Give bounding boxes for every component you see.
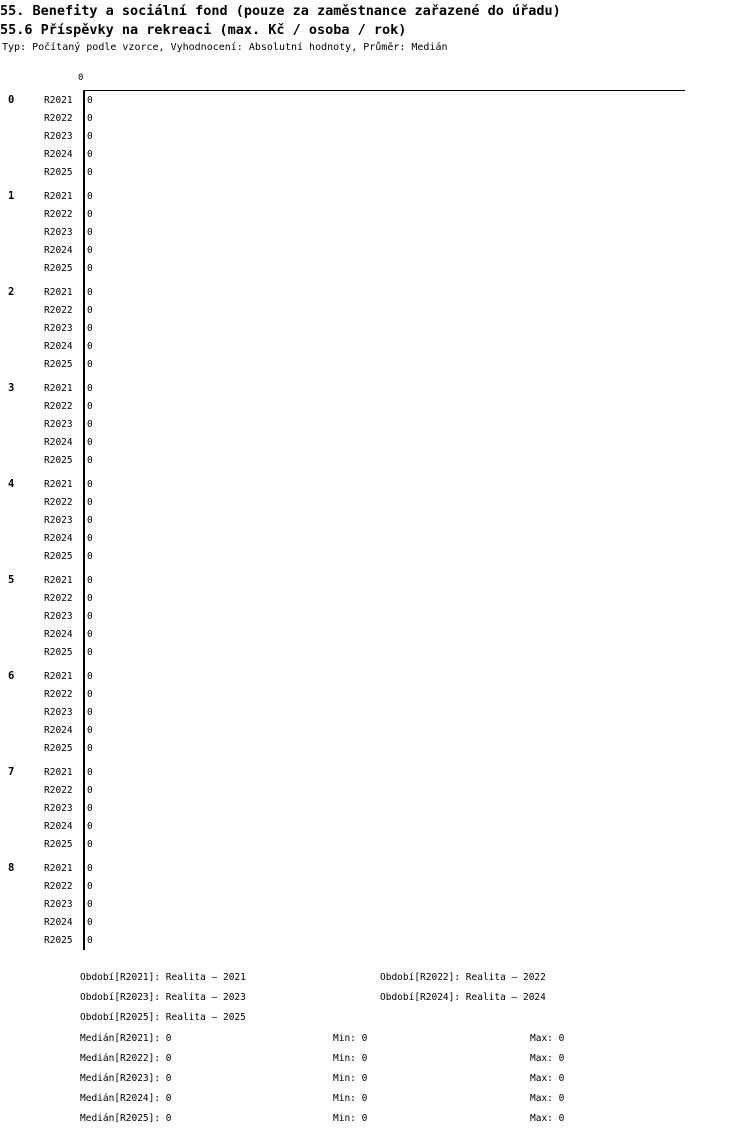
row-value-label: 0 xyxy=(87,575,93,586)
row-period-label: R2021 xyxy=(44,95,73,106)
stat-max: Max: 0 xyxy=(530,1093,565,1104)
row-value-label: 0 xyxy=(87,341,93,352)
row-value-label: 0 xyxy=(87,863,93,874)
row-value-label: 0 xyxy=(87,95,93,106)
group-label: 7 xyxy=(8,766,15,778)
row-period-label: R2025 xyxy=(44,167,73,178)
row-value-label: 0 xyxy=(87,689,93,700)
group-label: 5 xyxy=(8,574,15,586)
row-period-label: R2023 xyxy=(44,323,73,334)
row-value-label: 0 xyxy=(87,287,93,298)
chart-meta-line: Typ: Počítaný podle vzorce, Vyhodnocení: Absolutní hodnoty, Průměr: Medián xyxy=(2,42,448,53)
row-value-label: 0 xyxy=(87,401,93,412)
row-period-label: R2024 xyxy=(44,149,73,160)
row-period-label: R2023 xyxy=(44,227,73,238)
row-period-label: R2025 xyxy=(44,743,73,754)
row-period-label: R2024 xyxy=(44,437,73,448)
row-period-label: R2021 xyxy=(44,287,73,298)
stat-max: Max: 0 xyxy=(530,1113,565,1124)
row-period-label: R2023 xyxy=(44,899,73,910)
row-period-label: R2022 xyxy=(44,593,73,604)
row-value-label: 0 xyxy=(87,647,93,658)
row-period-label: R2025 xyxy=(44,455,73,466)
row-period-label: R2025 xyxy=(44,263,73,274)
stat-max: Max: 0 xyxy=(530,1053,565,1064)
legend-item: Období[R2021]: Realita – 2021 xyxy=(80,972,246,983)
row-value-label: 0 xyxy=(87,881,93,892)
legend-item: Období[R2022]: Realita – 2022 xyxy=(380,972,546,983)
row-period-label: R2025 xyxy=(44,551,73,562)
stat-median: Medián[R2024]: 0 xyxy=(80,1093,172,1104)
stat-min: Min: 0 xyxy=(333,1033,368,1044)
row-period-label: R2022 xyxy=(44,497,73,508)
row-period-label: R2024 xyxy=(44,821,73,832)
row-period-label: R2023 xyxy=(44,419,73,430)
row-value-label: 0 xyxy=(87,191,93,202)
row-value-label: 0 xyxy=(87,359,93,370)
row-period-label: R2023 xyxy=(44,131,73,142)
stat-median: Medián[R2022]: 0 xyxy=(80,1053,172,1064)
row-period-label: R2022 xyxy=(44,785,73,796)
row-value-label: 0 xyxy=(87,767,93,778)
legend-item: Období[R2023]: Realita – 2023 xyxy=(80,992,246,1003)
row-value-label: 0 xyxy=(87,743,93,754)
stat-median: Medián[R2025]: 0 xyxy=(80,1113,172,1124)
row-period-label: R2021 xyxy=(44,191,73,202)
row-period-label: R2021 xyxy=(44,671,73,682)
stat-min: Min: 0 xyxy=(333,1113,368,1124)
row-value-label: 0 xyxy=(87,227,93,238)
row-period-label: R2021 xyxy=(44,575,73,586)
stat-max: Max: 0 xyxy=(530,1033,565,1044)
row-value-label: 0 xyxy=(87,839,93,850)
row-period-label: R2024 xyxy=(44,341,73,352)
row-value-label: 0 xyxy=(87,263,93,274)
row-value-label: 0 xyxy=(87,629,93,640)
row-period-label: R2024 xyxy=(44,917,73,928)
stat-min: Min: 0 xyxy=(333,1073,368,1084)
group-label: 0 xyxy=(8,94,15,106)
row-period-label: R2022 xyxy=(44,689,73,700)
group-label: 3 xyxy=(8,382,15,394)
row-period-label: R2025 xyxy=(44,839,73,850)
row-value-label: 0 xyxy=(87,533,93,544)
stat-min: Min: 0 xyxy=(333,1053,368,1064)
row-value-label: 0 xyxy=(87,785,93,796)
row-period-label: R2025 xyxy=(44,647,73,658)
row-value-label: 0 xyxy=(87,323,93,334)
row-value-label: 0 xyxy=(87,725,93,736)
row-period-label: R2021 xyxy=(44,383,73,394)
row-value-label: 0 xyxy=(87,131,93,142)
row-value-label: 0 xyxy=(87,479,93,490)
row-value-label: 0 xyxy=(87,455,93,466)
row-value-label: 0 xyxy=(87,593,93,604)
row-period-label: R2024 xyxy=(44,533,73,544)
row-value-label: 0 xyxy=(87,305,93,316)
row-period-label: R2022 xyxy=(44,113,73,124)
row-period-label: R2022 xyxy=(44,881,73,892)
row-period-label: R2022 xyxy=(44,209,73,220)
row-period-label: R2023 xyxy=(44,803,73,814)
row-value-label: 0 xyxy=(87,671,93,682)
row-value-label: 0 xyxy=(87,167,93,178)
group-label: 4 xyxy=(8,478,15,490)
group-label: 2 xyxy=(8,286,15,298)
row-value-label: 0 xyxy=(87,149,93,160)
chart-title-sub: 55.6 Příspěvky na rekreaci (max. Kč / osoba / rok) xyxy=(0,22,407,38)
row-value-label: 0 xyxy=(87,917,93,928)
row-period-label: R2025 xyxy=(44,359,73,370)
row-value-label: 0 xyxy=(87,497,93,508)
row-period-label: R2024 xyxy=(44,245,73,256)
stat-median: Medián[R2023]: 0 xyxy=(80,1073,172,1084)
y-axis-line xyxy=(83,90,85,950)
row-value-label: 0 xyxy=(87,383,93,394)
row-value-label: 0 xyxy=(87,209,93,220)
row-period-label: R2023 xyxy=(44,611,73,622)
row-period-label: R2022 xyxy=(44,305,73,316)
row-value-label: 0 xyxy=(87,113,93,124)
row-value-label: 0 xyxy=(87,551,93,562)
x-axis-line xyxy=(84,90,685,91)
row-value-label: 0 xyxy=(87,515,93,526)
row-value-label: 0 xyxy=(87,821,93,832)
row-value-label: 0 xyxy=(87,707,93,718)
row-period-label: R2025 xyxy=(44,935,73,946)
row-period-label: R2022 xyxy=(44,401,73,412)
group-label: 1 xyxy=(8,190,15,202)
legend-item: Období[R2025]: Realita – 2025 xyxy=(80,1012,246,1023)
row-period-label: R2021 xyxy=(44,863,73,874)
legend-item: Období[R2024]: Realita – 2024 xyxy=(380,992,546,1003)
row-value-label: 0 xyxy=(87,803,93,814)
row-period-label: R2024 xyxy=(44,725,73,736)
row-value-label: 0 xyxy=(87,437,93,448)
stat-max: Max: 0 xyxy=(530,1073,565,1084)
row-value-label: 0 xyxy=(87,419,93,430)
row-period-label: R2021 xyxy=(44,767,73,778)
row-value-label: 0 xyxy=(87,611,93,622)
group-label: 8 xyxy=(8,862,15,874)
row-value-label: 0 xyxy=(87,245,93,256)
row-period-label: R2021 xyxy=(44,479,73,490)
chart-title-main: 55. Benefity a sociální fond (pouze za zaměstnance zařazené do úřadu) xyxy=(0,3,561,19)
x-axis-tick-label-0: 0 xyxy=(78,73,84,83)
stat-min: Min: 0 xyxy=(333,1093,368,1104)
row-value-label: 0 xyxy=(87,935,93,946)
row-value-label: 0 xyxy=(87,899,93,910)
row-period-label: R2023 xyxy=(44,515,73,526)
group-label: 6 xyxy=(8,670,15,682)
stat-median: Medián[R2021]: 0 xyxy=(80,1033,172,1044)
row-period-label: R2023 xyxy=(44,707,73,718)
row-period-label: R2024 xyxy=(44,629,73,640)
